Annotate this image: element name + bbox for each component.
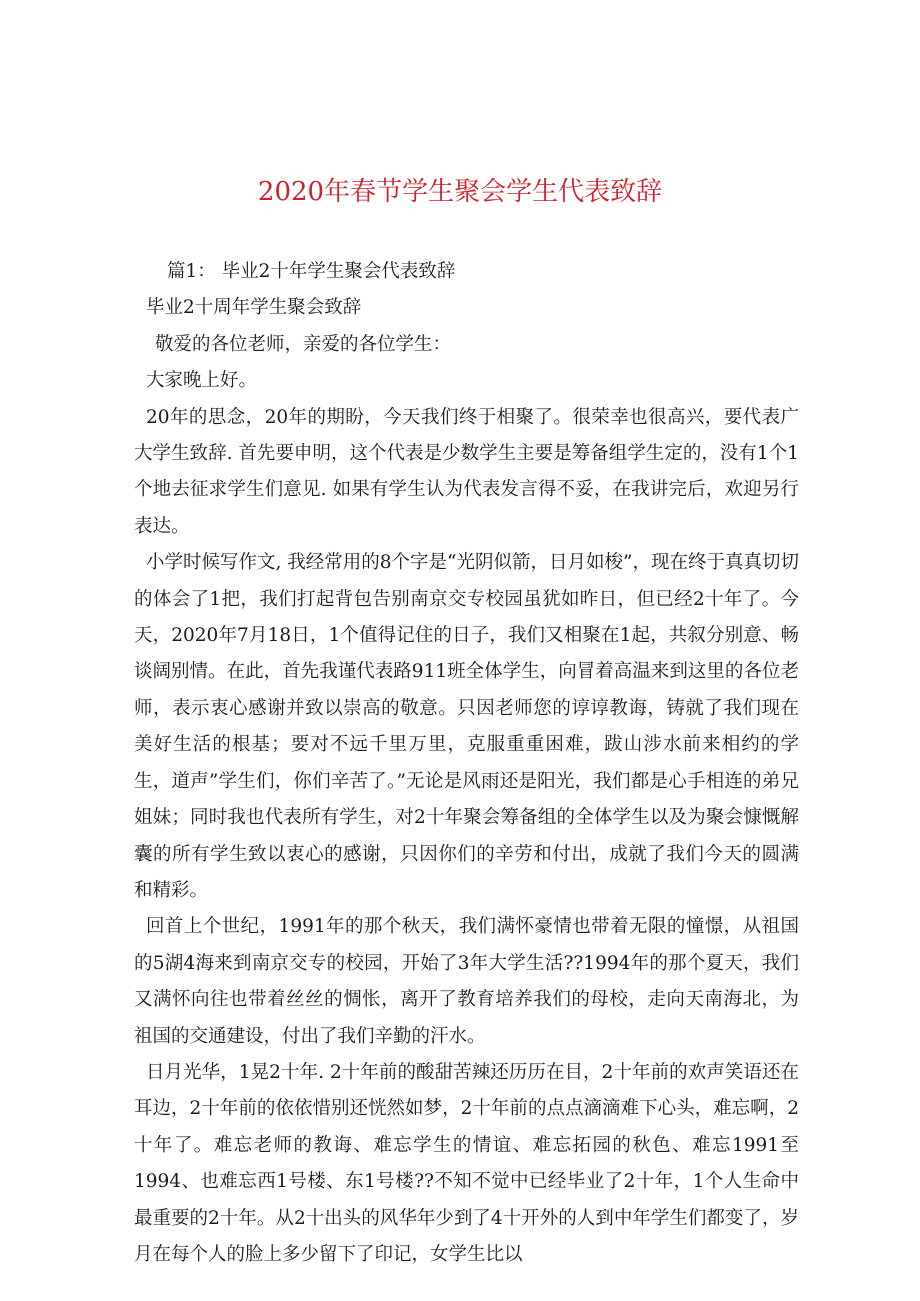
body-paragraph: 回首上个世纪，1991年的那个秋天，我们满怀豪情也带着无限的憧憬，从祖国的5湖4海来到南京交专的校园，开始了3年大学生活??1994年的那个夏天，我们又满怀向往也带着丝丝的惆怅，离开了教育培养我们的母校，走向天南海北，为祖国的交通建设，付出了我们辛勤的汗水。 <box>134 916 799 1047</box>
document-title: 2020年春节学生聚会学生代表致辞 <box>257 177 663 207</box>
chapter-heading: 篇1： 毕业2十年学生聚会代表致辞 <box>167 261 456 282</box>
body-paragraph: 小学时候写作文, 我经常用的8个字是“光阴似箭，日月如梭”，现在终于真真切切的体会了1把，我们打起背包告别南京交专校园虽犹如昨日，但已经2十年了。今天，2020年7月18日，1个值得记住的日子，我们又相聚在1起，共叙分别意、畅谈阔别情。在此，首先我谨代表路911班全体学生，向冒着高温来到这里的各位老师，表示衷心感谢并致以崇高的敬意。只因老师您的谆谆教诲，铸就了我们现在美好生活的根基；要对不远千里万里，克服重重困难，跋山涉水前来相约的学生，道声”学生们，你们辛苦了。”无论是风雨还是阳光，我们都是心手相连的弟兄姐妹；同时我也代表所有学生，对2十年聚会筹备组的全体学生以及为聚会慷慨解囊的所有学生致以衷心的感谢，只因你们的辛劳和付出，成就了我们今天的圆满和精彩。 <box>134 552 799 901</box>
document-body <box>134 254 799 1273</box>
greeting: 大家晚上好。 <box>146 370 258 392</box>
speech-subtitle: 毕业2十周年学生聚会致辞 <box>146 297 362 319</box>
body-paragraph: 日月光华，1晃2十年. 2十年前的酸甜苦辣还历历在目，2十年前的欢声笑语还在耳边，2十年前的依依惜别还恍然如梦，2十年前的点点滴滴难下心头，难忘啊，2十年了。难忘老师的教诲、难忘学生的情谊、难忘拓园的秋色、难忘1991至1994、也难忘西1号楼、东1号楼??不知不觉中已经毕业了2十年，1个人生命中最重要的2十年。从2十出头的风华年少到了4十开外的人到中年学生们都变了，岁月在每个人的脸上多少留下了印记，女学生比以 <box>134 1061 799 1265</box>
salutation: 敬爱的各位老师，亲爱的各位学生： <box>155 333 452 355</box>
body-paragraph: 20年的思念，20年的期盼，今天我们终于相聚了。很荣幸也很高兴，要代表广大学生致辞. 首先要申明，这个代表是少数学生主要是筹备组学生定的，没有1个1个地去征求学生们意见. 如果有学生认为代表发言得不妥，在我讲完后，欢迎另行表达。 <box>134 406 799 537</box>
